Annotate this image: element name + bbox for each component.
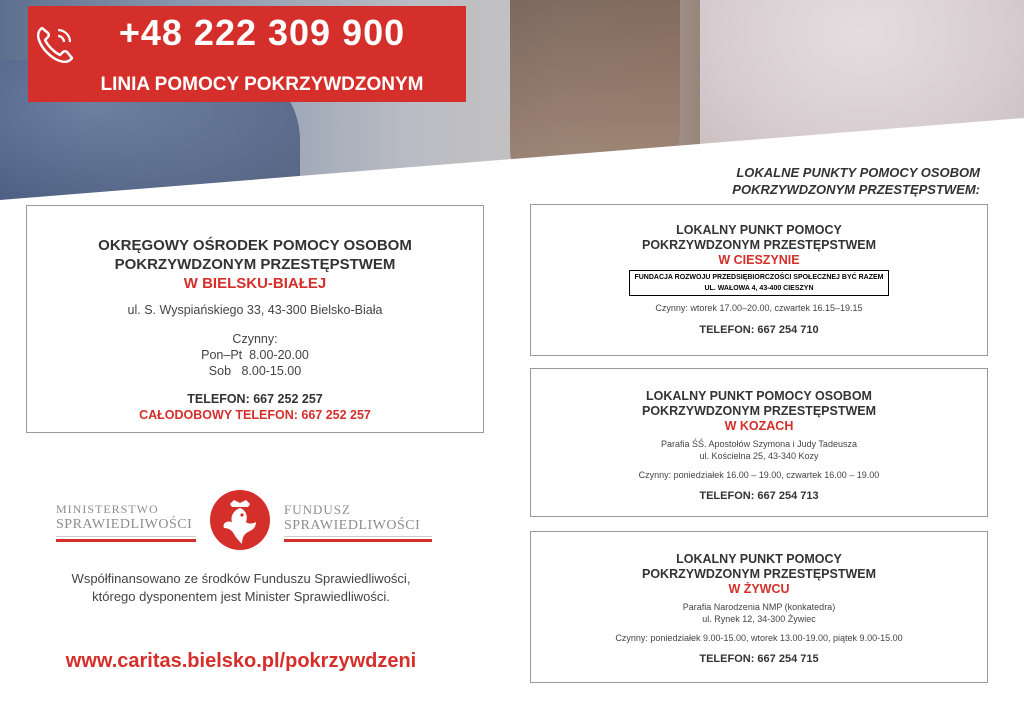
main-center-hours-line2: Sob 8.00-15.00 <box>208 364 302 378</box>
local-point-org-line2: ul. Kościelna 25, 43-340 Kozy <box>699 451 819 461</box>
local-point-org-line1: Parafia Narodzenia NMP (konkatedra) <box>682 602 836 612</box>
local-point-kozy <box>530 368 988 517</box>
fund-logo-line1: FUNDUSZ <box>284 502 351 517</box>
local-points-heading <box>650 164 980 198</box>
local-point-city: W ŻYWCU <box>728 582 790 596</box>
main-center-phone-24h: CAŁODOBOWY TELEFON: 667 252 257 <box>139 408 371 422</box>
local-point-title-line1: LOKALNY PUNKT POMOCY <box>676 552 842 566</box>
main-center-address: ul. S. Wyspiańskiego 33, 43-300 Bielsko-Biała <box>127 303 383 317</box>
local-point-title-line2: POKRZYWDZONYM PRZESTĘPSTWEM <box>641 567 877 581</box>
local-point-phone: TELEFON: 667 254 713 <box>699 490 819 502</box>
local-points-heading-line2: POKRZYWDZONYM PRZESTĘPSTWEM: <box>732 182 980 197</box>
ministry-logo-line2: SPRAWIEDLIWOŚCI <box>56 517 193 532</box>
main-center-city: W BIELSKU-BIAŁEJ <box>183 275 327 292</box>
local-point-hours: Czynny: poniedziałek 9.00-15.00, wtorek 13.00-19.00, piątek 9.00-15.00 <box>615 633 903 643</box>
eagle-emblem-icon <box>208 488 272 552</box>
local-point-title-line2: POKRZYWDZONYM PRZESTĘPSTWEM <box>641 404 877 418</box>
main-center-title-line2: POKRZYWDZONYM PRZESTĘPSTWEM <box>114 256 396 273</box>
ministry-logo <box>56 502 196 533</box>
local-point-org-line2: UL. WAŁOWA 4, 43-400 CIESZYN <box>704 285 814 292</box>
main-center-phone: TELEFON: 667 252 257 <box>187 392 323 406</box>
main-center-title-line1: OKRĘGOWY OŚRODEK POMOCY OSOBOM <box>98 237 412 254</box>
local-point-city: W CIESZYNIE <box>718 253 800 267</box>
local-point-cieszyn <box>530 204 988 356</box>
ministry-flag-bar <box>56 536 196 542</box>
local-point-organization-box <box>629 270 888 296</box>
local-point-hours: Czynny: wtorek 17.00–20.00, czwartek 16.15–19.15 <box>655 303 863 313</box>
local-point-city: W KOZACH <box>724 419 794 433</box>
local-point-zywiec <box>530 531 988 683</box>
local-point-org-line2: ul. Rynek 12, 34-300 Żywiec <box>702 614 816 624</box>
hotline-number: +48 222 309 900 <box>118 12 406 53</box>
website-link[interactable]: www.caritas.bielsko.pl/pokrzywdzeni <box>65 650 417 672</box>
local-point-org-line1: Parafia ŚŚ. Apostołów Szymona i Judy Tadeusza <box>661 439 857 449</box>
local-point-phone: TELEFON: 667 254 710 <box>699 324 819 336</box>
hotline-label: LINIA POMOCY POKRZYWDZONYM <box>100 74 424 95</box>
fund-logo <box>284 502 434 534</box>
hotline-banner <box>28 6 466 102</box>
local-points-heading-line1: LOKALNE PUNKTY POMOCY OSOBOM <box>736 165 980 180</box>
cofinancing-line1: Współfinansowano ze środków Funduszu Sprawiedliwości, <box>71 571 411 586</box>
local-point-title-line1: LOKALNY PUNKT POMOCY <box>676 223 842 237</box>
local-point-org-line1: FUNDACJA ROZWOJU PRZEDSIĘBIORCZOŚCI SPOŁECZNEJ BYĆ RAZEM <box>634 274 884 281</box>
fund-logo-line2: SPRAWIEDLIWOŚCI <box>284 518 421 533</box>
local-point-hours: Czynny: poniedziałek 16.00 – 19.00, czwartek 16.00 – 19.00 <box>638 470 880 480</box>
local-point-title-line2: POKRZYWDZONYM PRZESTĘPSTWEM <box>641 238 877 252</box>
ministry-logo-line1: MINISTERSTWO <box>56 502 159 516</box>
cofinancing-note <box>26 570 456 606</box>
main-center-hours-line1: Pon–Pt 8.00-20.00 <box>201 348 309 362</box>
main-center-box <box>26 205 484 433</box>
logos-row <box>56 488 436 548</box>
local-point-title-line1: LOKALNY PUNKT POMOCY OSOBOM <box>646 389 872 403</box>
main-center-hours <box>27 331 483 379</box>
fund-flag-bar <box>284 536 432 542</box>
main-center-hours-label: Czynny: <box>232 332 278 346</box>
local-point-phone: TELEFON: 667 254 715 <box>699 653 819 665</box>
cofinancing-line2: którego dysponentem jest Minister Sprawiedliwości. <box>92 589 390 604</box>
